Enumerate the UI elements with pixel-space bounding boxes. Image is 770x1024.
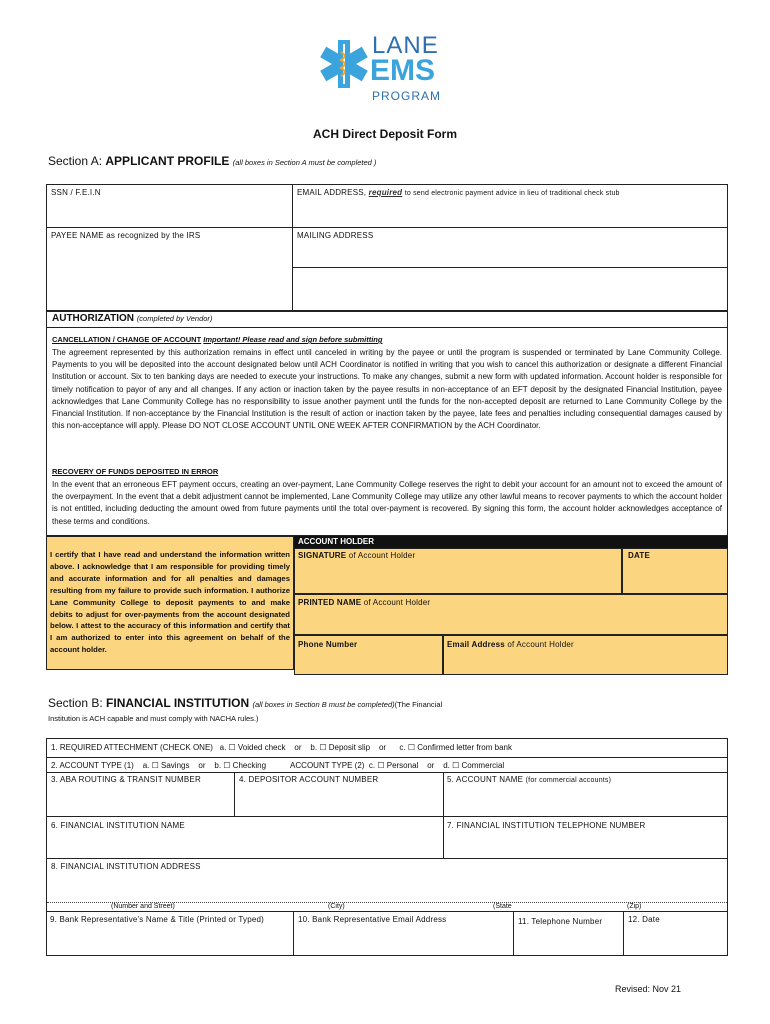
certification-box	[46, 536, 294, 670]
depositor-account-field[interactable]	[235, 773, 444, 816]
signature-label-bold: SIGNATURE	[298, 551, 347, 560]
phone-field[interactable]	[294, 635, 443, 675]
section-b-title: FINANCIAL INSTITUTION	[106, 696, 250, 710]
institution-phone-field[interactable]	[444, 817, 727, 858]
account-numbers-row	[47, 772, 727, 817]
street-caption: (Number and Street)	[111, 903, 175, 910]
section-a-note: (all boxes in Section A must be completed )	[232, 158, 377, 167]
representative-name-field[interactable]	[47, 912, 294, 955]
email-label-prefix: EMAIL ADDRESS,	[297, 188, 367, 197]
account-holder-header: ACCOUNT HOLDER	[294, 536, 728, 548]
personal-option[interactable]: c. ☐ Personal	[368, 761, 419, 770]
lane-ems-logo	[320, 30, 460, 110]
depositor-account-label: 4. DEPOSITOR ACCOUNT NUMBER	[239, 775, 379, 784]
commercial-option[interactable]: d. ☐ Commercial	[443, 761, 505, 770]
required-attachment-options	[51, 743, 512, 752]
confirmed-letter-option[interactable]: c. ☐ Confirmed letter from bank	[399, 743, 512, 752]
logo-line1: LANE	[372, 32, 439, 59]
signature-label	[298, 551, 415, 560]
divider	[47, 327, 727, 328]
account-name-text: 5. ACCOUNT NAME	[447, 775, 524, 784]
cancellation-note: Important! Please read and sign before submitting	[203, 335, 383, 344]
authorization-heading	[52, 313, 212, 324]
account-name-note: (for commercial accounts)	[525, 777, 612, 784]
cancellation-text: The agreement represented by this authorization remains in effect until canceled in writing by the payee or until the program is suspended or terminated by Lane Community College. Payments to you will be deposited into the account designated below until ACH Coordinator is notified in writing that you wish to cancel this authorization or designate a different Financial Institution or account. Six to ten banking days are needed to execute your instructions. To make any changes, submit a new form with updated information. Account holder is responsible for timely notification to payor of any and all changes. If any action or inaction taken by the payee results in non-acceptance of an EFT deposit by the designated Financial Institution, payee acknowledges that Lane Community College has no responsibility to issue another payment until the funds for the non-accepted deposit are returned to Lane Community College by the Financial Institution. If non-acceptance by the Financial Institution is the result of action or inaction taken by the payee, late fees and penalties including consequential damages caused by this non-acceptance will apply. Please DO NOT CLOSE ACCOUNT UNTIL ONE WEEK AFTER CONFIRMATION by the ACH Coordinator.	[52, 348, 722, 431]
or-text: or	[427, 761, 435, 770]
account-name-field[interactable]	[444, 773, 727, 816]
section-b-subnote: Institution is ACH capable and must comply with NACHA rules.)	[48, 714, 259, 723]
mailing-address-line2[interactable]	[293, 268, 727, 310]
or-text: or	[198, 761, 206, 770]
required-attachment-row	[47, 739, 727, 758]
printed-name-field[interactable]	[294, 594, 728, 635]
section-a-title: APPLICANT PROFILE	[105, 154, 230, 168]
signature-field[interactable]	[294, 548, 622, 594]
printed-name-rest: of Account Holder	[363, 598, 431, 607]
account-type-2-label: ACCOUNT TYPE (2)	[290, 761, 365, 770]
logo-line2: EMS	[370, 54, 436, 87]
cancellation-heading	[52, 335, 382, 344]
authorization-box	[46, 311, 728, 536]
printed-name-bold: PRINTED NAME	[298, 598, 362, 607]
aba-routing-field[interactable]	[47, 773, 235, 816]
telephone-label: 11. Telephone Number	[518, 917, 603, 926]
logo-line3: PROGRAM	[372, 89, 442, 103]
aba-routing-label: 3. ABA ROUTING & TRANSIT NUMBER	[51, 775, 201, 784]
date-field[interactable]	[622, 548, 728, 594]
cancellation-title: CANCELLATION / CHANGE OF ACCOUNT	[52, 335, 202, 344]
financial-institution-table	[46, 738, 728, 956]
city-caption: (City)	[328, 903, 345, 910]
section-a-heading	[48, 154, 376, 168]
date-bank-field[interactable]	[624, 912, 727, 955]
email-label-suffix: to send electronic payment advice in lieu of traditional check stub	[404, 190, 620, 197]
or-text: or	[378, 743, 387, 752]
zip-caption: (Zip)	[627, 903, 642, 910]
section-b-label: Section B:	[48, 696, 103, 710]
telephone-field[interactable]	[514, 912, 624, 955]
ssn-label: SSN / F.E.I.N	[51, 188, 101, 197]
account-type-1-label: 2. ACCOUNT TYPE (1)	[51, 761, 134, 770]
representative-name-label: 9. Bank Representative's Name & Title (Printed or Typed)	[50, 915, 265, 924]
applicant-profile-table	[46, 184, 728, 311]
ssn-field[interactable]	[47, 185, 293, 228]
recovery-text: In the event that an erroneous EFT payment occurs, creating an over-payment, Lane Community College reserves the right to debit your account for an amount not to exceed the amount of the overpayment. In the event that a debit adjustment cannot be implemented, Lane Community College may utilize any other lawful means to recover payments to which the account holder is not entitled, including deducting the amount owed from future payments until the total over-payment is recovered. By signing this form, the account holder acknowledges acceptance of these terms and conditions.	[52, 480, 722, 526]
section-b-note2: (The Financial	[394, 700, 443, 709]
checking-option[interactable]: b. ☐ Checking	[214, 761, 267, 770]
authorization-note: (completed by Vendor)	[136, 314, 213, 323]
institution-address-label: 8. FINANCIAL INSTITUTION ADDRESS	[51, 862, 201, 871]
printed-name-label	[298, 598, 430, 607]
email-required-label: required	[368, 188, 403, 197]
state-caption: (State	[493, 903, 512, 910]
account-type-options	[51, 761, 504, 770]
institution-name-row	[47, 817, 727, 859]
recovery-title: RECOVERY OF FUNDS DEPOSITED IN ERROR	[52, 467, 219, 476]
holder-email-field[interactable]	[443, 635, 728, 675]
certification-text: I certify that I have read and understand the information written above. I acknowledge that I am responsible for providing timely and accurate information and for all penalties and damages resulting from my failure to provide such information. I authorize Lane Community College to deposit payments to and make debits to adjust for over-payments from the account designated below. I attest to the accuracy of this information and certify that I am authorized to enter into this agreement on behalf of the account holder.	[50, 550, 290, 655]
holder-email-label	[447, 640, 574, 649]
phone-label: Phone Number	[298, 640, 358, 649]
bank-representative-row	[47, 911, 727, 955]
section-b-note: (all boxes in Section B must be completed)	[252, 700, 395, 709]
account-name-label	[447, 775, 611, 784]
payee-name-field[interactable]	[47, 228, 293, 310]
mailing-address-field[interactable]	[293, 228, 727, 268]
or-text: or	[294, 743, 302, 752]
section-b-heading	[48, 696, 442, 710]
holder-email-rest: of Account Holder	[507, 640, 574, 649]
representative-email-label: 10. Bank Representative Email Address	[298, 915, 447, 924]
date-bank-label: 12. Date	[628, 915, 660, 924]
representative-email-field[interactable]	[294, 912, 514, 955]
section-a-label: Section A:	[48, 154, 103, 168]
institution-name-label: 6. FINANCIAL INSTITUTION NAME	[51, 821, 185, 830]
institution-phone-label: 7. FINANCIAL INSTITUTION TELEPHONE NUMBER	[447, 821, 646, 830]
savings-option[interactable]: a. ☐ Savings	[142, 761, 190, 770]
payee-label: PAYEE NAME as recognized by the IRS	[51, 231, 201, 240]
form-title: ACH Direct Deposit Form	[312, 127, 458, 141]
holder-email-bold: Email Address	[447, 640, 505, 649]
institution-name-field[interactable]	[47, 817, 444, 858]
signature-label-rest: of Account Holder	[348, 551, 416, 560]
mailing-label: MAILING ADDRESS	[297, 231, 374, 240]
voided-check-option[interactable]: a. ☐ Voided check	[219, 743, 286, 752]
revised-date: Revised: Nov 21	[615, 984, 682, 994]
date-label: DATE	[628, 551, 650, 560]
email-label	[297, 188, 620, 197]
email-field[interactable]	[293, 185, 727, 228]
authorization-title: AUTHORIZATION	[52, 313, 135, 324]
deposit-slip-option[interactable]: b. ☐ Deposit slip	[310, 743, 371, 752]
required-attachment-label: 1. REQUIRED ATTECHMENT (CHECK ONE)	[51, 743, 213, 752]
